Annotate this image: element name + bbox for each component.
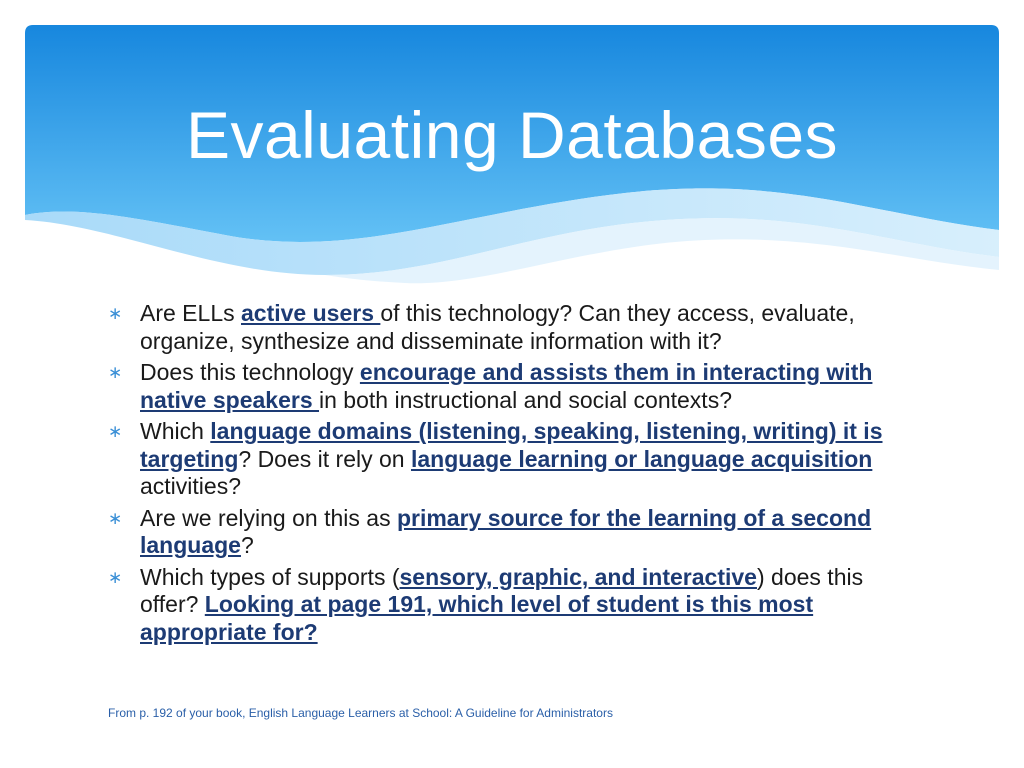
bullet-item [108,300,918,355]
bullet-item [108,564,918,647]
bullet-text: ? [240,532,254,558]
bullet-text: Which types of supports ( [140,563,400,590]
highlighted-phrase[interactable]: Looking at page 191, which level of student is this most appropriate for? [140,591,814,645]
highlighted-phrase[interactable]: language domains (listening, speaking, listening, writing) it is targeting [140,418,883,472]
bullet-text: activities? [140,473,241,499]
bullet-icon: ∗ [108,422,123,441]
bullet-text: ? Does it rely on [238,445,411,472]
bullet-text: in both instructional and social contexts? [319,386,732,413]
bullet-text: of this technology? Can they access, evaluate, organize, synthesize and disseminate information with it? [140,300,855,354]
title-banner [25,25,999,287]
bullet-icon: ∗ [108,567,123,587]
bullet-item [108,359,918,414]
highlighted-phrase[interactable]: language learning or language acquisition [410,445,873,472]
bullet-list [108,300,918,650]
bullet-icon: ∗ [108,508,123,528]
highlighted-phrase[interactable]: primary source for the learning of a second language [140,504,872,558]
highlighted-phrase[interactable]: encourage and assists them in interacting with native speakers [140,359,873,413]
slide-title: Evaluating Databases [185,98,839,172]
bullet-icon: ∗ [108,363,123,382]
bullet-text: Which [140,418,211,444]
bullet-icon: ∗ [108,304,123,323]
bullet-text: Are ELLs [140,300,241,326]
bullet-item [108,505,918,560]
source-note: From p. 192 of your book, English Language Learners at School: A Guideline for Administrators [108,706,613,720]
bullet-text: Are we relying on this as [140,504,397,531]
bullet-text: Does this technology [140,359,360,385]
bullet-text: ) does this offer? [140,563,864,617]
bullet-item [108,418,918,501]
highlighted-phrase[interactable]: active users [241,300,381,326]
highlighted-phrase[interactable]: sensory, graphic, and interactive [399,563,757,590]
